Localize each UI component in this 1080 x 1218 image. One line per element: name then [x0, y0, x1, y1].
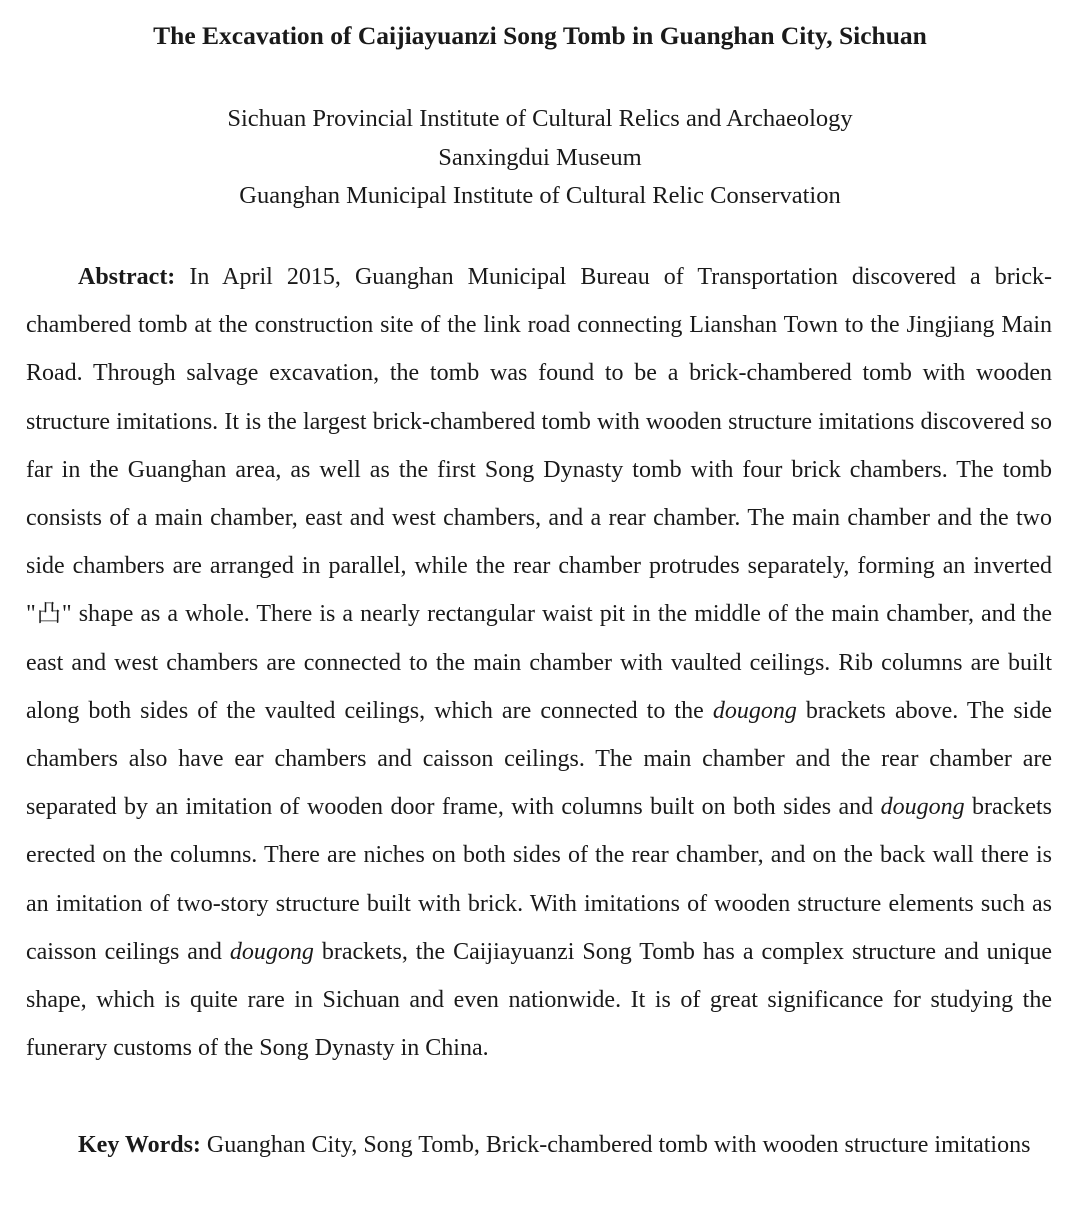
affiliation-3: Guanghan Municipal Institute of Cultural Relic Conservation [239, 182, 841, 209]
keywords-label: Key Words: [78, 1132, 201, 1158]
affiliations [0, 100, 1080, 216]
affiliation-1: Sichuan Provincial Institute of Cultural Relics and Archaeology [227, 105, 853, 132]
keywords-paragraph [26, 1121, 1052, 1169]
abstract-text-3: brackets erected on the columns. There are niches on both sides of the rear chamber, and on the back wall there is an imitation of two-story structure built with brick. With imitations of wooden structure elements such as caisson ceilings and [26, 794, 1052, 965]
abstract-term-dougong-3: dougong [229, 938, 314, 965]
paper-title: The Excavation of Caijiayuanzi Song Tomb in Guanghan City, Sichuan [153, 21, 927, 50]
abstract-text-1: In April 2015, Guanghan Municipal Bureau of Transportation discovered a brick-chambered tomb at the construction site of the link road connecting Lianshan Town to the Jingjiang Main Road. Through salvage excavation, the tomb was found to be a brick-chambered tomb with wooden structure imitations. It is the largest brick-chambered tomb with wooden structure imitations discovered so far in the Guanghan area, as well as the first Song Dynasty tomb with four brick chambers. The tomb consists of a main chamber, east and west chambers, and a rear chamber. The main chamber and the two side chambers are arranged in parallel, while the rear chamber protrudes separately, forming an inverted "凸" shape as a whole. There is a nearly rectangular waist pit in the middle of the main chamber, and the east and west chambers are connected to the main chamber with vaulted ceilings. Rib columns are built along both sides of the vaulted ceilings, which are connected to the [26, 264, 1052, 724]
abstract-label: Abstract: [78, 264, 176, 290]
abstract-term-dougong-2: dougong [880, 794, 965, 821]
abstract-paragraph [26, 253, 1052, 1072]
abstract-term-dougong-1: dougong [712, 697, 797, 724]
abstract-text-4: brackets, the Caijiayuanzi Song Tomb has a complex structure and unique shape, which is quite rare in Sichuan and even nationwide. It is of great significance for studying the funerary customs of the Song Dynasty in China. [26, 938, 1053, 1062]
keywords-text: Guanghan City, Song Tomb, Brick-chambered tomb with wooden structure imitations [200, 1132, 1031, 1158]
affiliation-2: Sanxingdui Museum [438, 143, 642, 171]
abstract-text-2: brackets above. The side chambers also have ear chambers and caisson ceilings. The main chamber and the rear chamber are separated by an imitation of wooden door frame, with columns built on both sides and [26, 697, 1052, 821]
